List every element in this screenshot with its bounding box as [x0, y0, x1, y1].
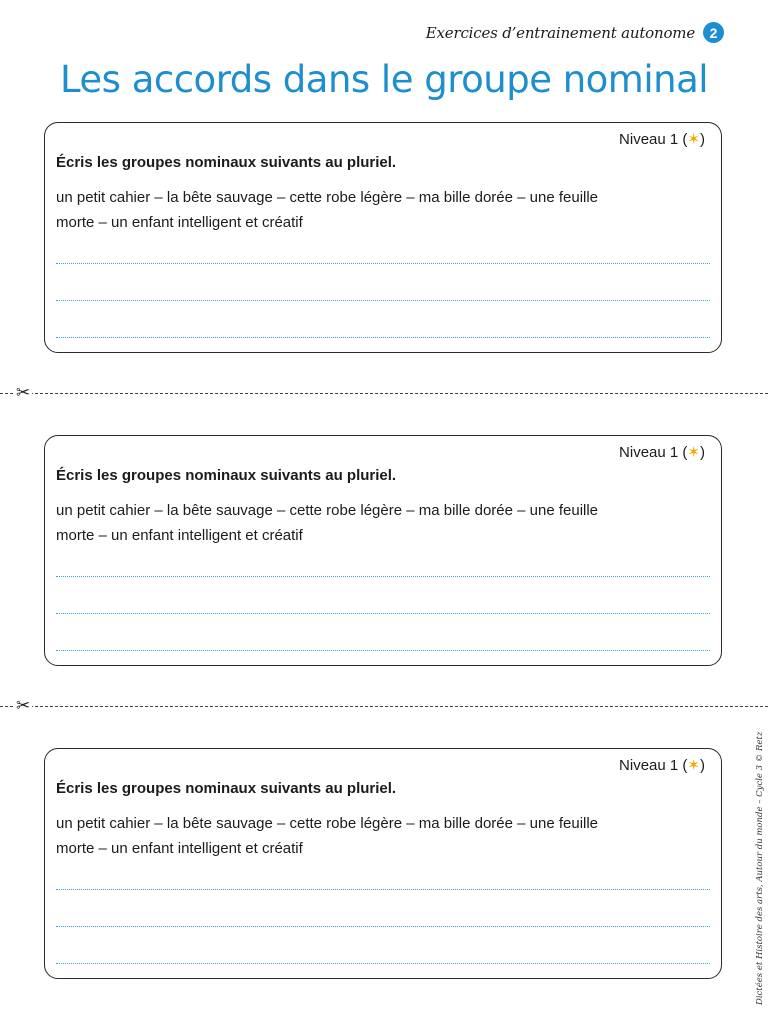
- level-indicator: [619, 756, 705, 774]
- level-indicator: [619, 130, 705, 148]
- level-label: Niveau 1 (: [619, 444, 688, 461]
- exercise-text: [56, 498, 696, 548]
- star-icon: ✶: [687, 757, 700, 774]
- level-label: Niveau 1 (: [619, 757, 688, 774]
- answer-line: [56, 337, 710, 338]
- exercise-text-line: morte – un enfant intelligent et créatif: [56, 527, 303, 544]
- answer-line: [56, 889, 710, 890]
- answer-line: [56, 300, 710, 301]
- exercise-card: [44, 435, 722, 666]
- cut-line: [0, 393, 768, 394]
- level-label: Niveau 1 (: [619, 131, 688, 148]
- cut-line: [0, 706, 768, 707]
- level-close: ): [700, 131, 705, 148]
- exercise-text-line: un petit cahier – la bête sauvage – cette robe légère – ma bille dorée – une feuille: [56, 815, 599, 832]
- scissors-icon: ✂: [16, 696, 31, 715]
- exercise-text-line: un petit cahier – la bête sauvage – cette robe légère – ma bille dorée – une feuille: [56, 502, 599, 519]
- exercise-card: [44, 748, 722, 979]
- header-line: [426, 22, 724, 43]
- exercise-text-line: morte – un enfant intelligent et créatif: [56, 840, 303, 857]
- instruction: Écris les groupes nominaux suivants au pluriel.: [56, 780, 397, 797]
- exercise-text-line: un petit cahier – la bête sauvage – cette robe légère – ma bille dorée – une feuille: [56, 189, 599, 206]
- star-icon: ✶: [687, 131, 700, 148]
- answer-line: [56, 650, 710, 651]
- exercise-text: [56, 811, 696, 861]
- answer-line: [56, 963, 710, 964]
- instruction: Écris les groupes nominaux suivants au pluriel.: [56, 154, 397, 171]
- answer-line: [56, 263, 710, 264]
- page-title: Les accords dans le groupe nominal: [59, 58, 709, 101]
- copyright-credit: Dictées et Histoire des arts, Autour du monde – Cycle 3 © Retz: [755, 731, 765, 1005]
- instruction: Écris les groupes nominaux suivants au pluriel.: [56, 467, 397, 484]
- answer-line: [56, 576, 710, 577]
- exercise-number-badge: 2: [703, 22, 724, 43]
- answer-line: [56, 926, 710, 927]
- exercise-card: [44, 122, 722, 353]
- answer-line: [56, 613, 710, 614]
- scissors-icon: ✂: [16, 383, 31, 402]
- exercise-text-line: morte – un enfant intelligent et créatif: [56, 214, 303, 231]
- header-subtitle: Exercices d’entrainement autonome: [425, 23, 695, 42]
- exercise-text: [56, 185, 696, 235]
- level-close: ): [700, 444, 705, 461]
- level-indicator: [619, 443, 705, 461]
- star-icon: ✶: [687, 444, 700, 461]
- level-close: ): [700, 757, 705, 774]
